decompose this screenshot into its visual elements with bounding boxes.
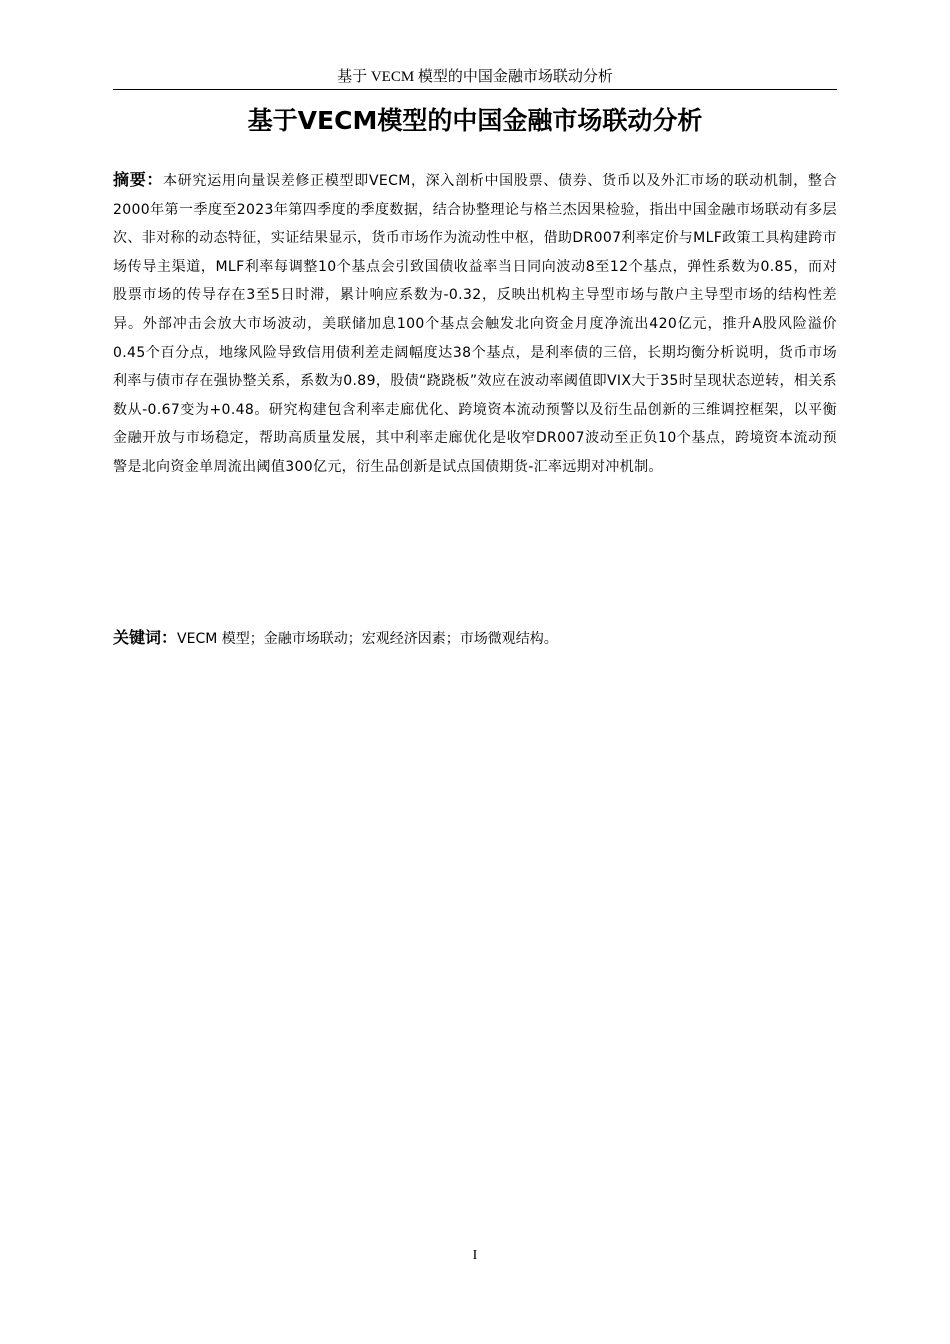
keywords-paragraph <box>113 624 837 653</box>
abstract-paragraph <box>113 166 837 482</box>
keywords-label: 关键词： <box>113 628 178 647</box>
page-number: I <box>472 1248 478 1263</box>
header-divider <box>113 89 837 90</box>
abstract-text: 本研究运用向量误差修正模型即VECM，深入剖析中国股票、债券、货币以及外汇市场的联动机制，整合2000年第一季度至2023年第四季度的季度数据，结合协整理论与格兰杰因果检验，指出中国金融市场联动有多层次、非对称的动态特征，实证结果显示，货币市场作为流动性中枢，借助DR007利率定价与MLF政策工具构建跨市场传导主渠道，MLF利率每调整10个基点会引致国债收益率当日同向波动8至12个基点，弹性系数为0.85，而对股票市场的传导存在3至5日时滞，累计响应系数为-0.32，反映出机构主导型市场与散户主导型市场的结构性差异。外部冲击会放大市场波动，美联储加息100个基点会触发北向资金月度净流出420亿元，推升A股风险溢价0.45个百分点，地缘风险导致信用债利差走阔幅度达38个基点，是利率债的三倍，长期均衡分析说明，货币市场利率与债市存在强协整关系，系数为0.89，股债“跷跷板”效应在波动率阈值即VIX大于35时呈现状态逆转，相关系数从-0.67变为+0.48。研究构建包含利率走廊优化、跨境资本流动预警以及衍生品创新的三维调控框架，以平衡金融开放与市场稳定，帮助高质量发展，其中利率走廊优化是收窄DR007波动至正负10个基点，跨境资本流动预警是北向资金单周流出阈值300亿元，衍生品创新是试点国债期货-汇率远期对冲机制。 <box>113 173 837 475</box>
document-title: 基于VECM模型的中国金融市场联动分析 <box>247 106 703 135</box>
abstract-label: 摘要： <box>113 170 164 189</box>
running-header: 基于 VECM 模型的中国金融市场联动分析 <box>337 69 613 85</box>
keywords-text: VECM 模型；金融市场联动；宏观经济因素；市场微观结构。 <box>177 631 558 647</box>
